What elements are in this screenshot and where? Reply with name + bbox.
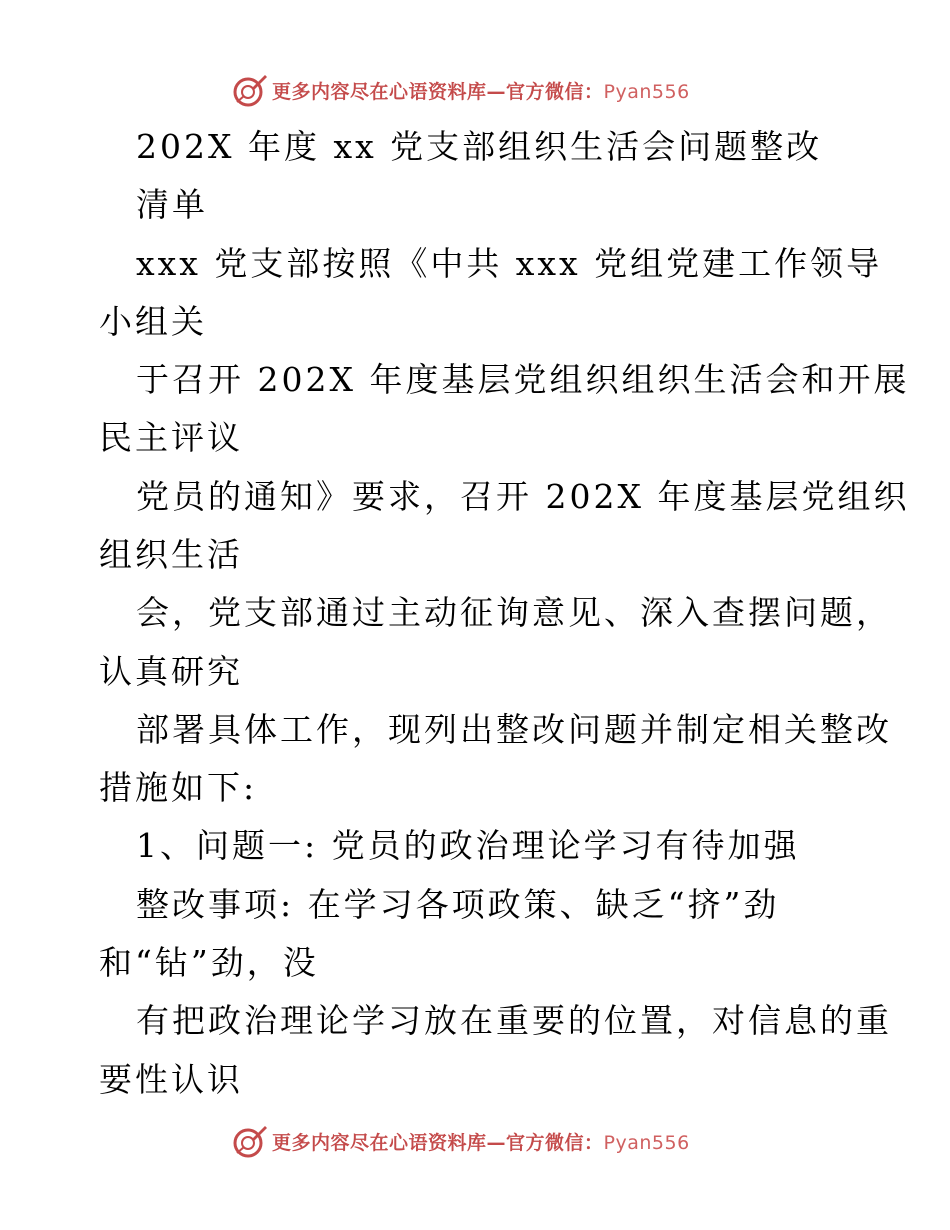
problem-heading: 1、问题一: 党员的政治理论学习有待加强 (136, 826, 800, 865)
watermark-id: Pyan556 (603, 80, 690, 103)
text-line: 认真研究 (99, 652, 243, 691)
title-line-2: 清单 (136, 185, 208, 224)
text-line: 民主评议 (99, 418, 243, 457)
title-line-1: 202X 年度 xx 党支部组织生活会问题整改 (136, 127, 823, 166)
text-line: 要性认识 (99, 1060, 243, 1099)
text-line: 于召开 202X 年度基层党组织组织生活会和开展 (136, 360, 910, 399)
text-line: xxx 党支部按照《中共 xxx 党组党建工作领导 (136, 244, 883, 283)
watermark-text: 更多内容尽在心语资料库—官方微信：Pyan556 (272, 80, 690, 103)
text-line: 党员的通知》要求，召开 202X 年度基层党组织 (136, 477, 910, 516)
text-line: 措施如下: (99, 768, 258, 807)
text-line: 组织生活 (99, 535, 243, 574)
pen-logo-icon (232, 72, 268, 108)
watermark-id: Pyan556 (603, 1131, 690, 1154)
text-line: 部署具体工作，现列出整改问题并制定相关整改 (136, 710, 892, 749)
text-line: 小组关 (99, 302, 207, 341)
text-line: 和“钻”劲，没 (99, 943, 319, 982)
text-line: 整改事项: 在学习各项政策、缺乏“挤”劲 (136, 885, 780, 924)
watermark-banner-top (232, 70, 690, 110)
text-line: 会，党支部通过主动征询意见、深入查摆问题， (136, 593, 892, 632)
text-line: 有把政治理论学习放在重要的位置，对信息的重 (136, 1001, 892, 1040)
watermark-text: 更多内容尽在心语资料库—官方微信：Pyan556 (272, 1131, 690, 1154)
pen-logo-icon (232, 1123, 268, 1159)
watermark-banner-bottom (232, 1121, 690, 1161)
